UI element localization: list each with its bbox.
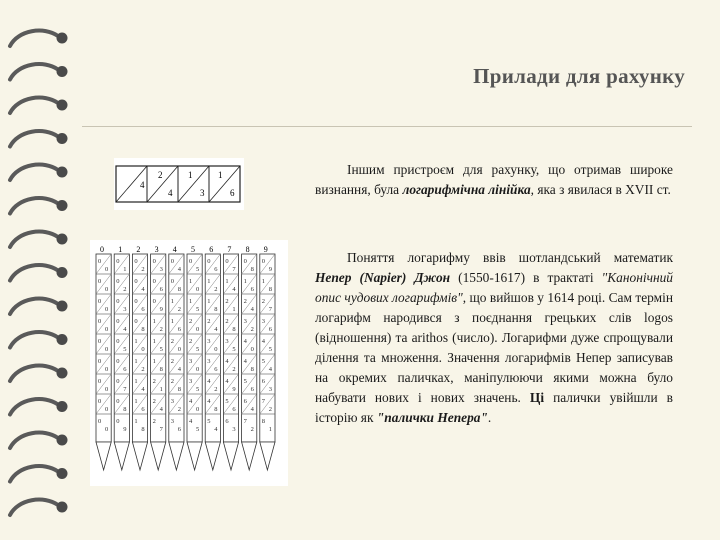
svg-text:0: 0: [116, 338, 120, 345]
binding-hole: [57, 200, 68, 211]
svg-text:2: 2: [152, 378, 156, 385]
svg-text:2: 2: [232, 366, 236, 373]
svg-text:2: 2: [225, 318, 229, 325]
svg-text:8: 8: [141, 426, 145, 433]
spiral-ring: [10, 399, 58, 414]
svg-text:8: 8: [214, 306, 218, 313]
svg-text:2: 2: [152, 398, 156, 405]
rod-digit: 1: [218, 170, 223, 180]
svg-text:0: 0: [105, 426, 109, 433]
svg-text:0: 0: [134, 298, 138, 305]
svg-text:1: 1: [243, 278, 247, 285]
svg-text:0: 0: [98, 418, 102, 425]
person-napier: Непер (Napier) Джон: [315, 270, 451, 285]
spiral-rings: [10, 31, 68, 515]
svg-text:5: 5: [243, 378, 247, 385]
svg-text:2: 2: [152, 418, 156, 425]
svg-text:0: 0: [105, 306, 109, 313]
svg-text:0: 0: [116, 258, 120, 265]
svg-text:4: 4: [214, 326, 218, 333]
svg-text:7: 7: [123, 386, 127, 393]
svg-text:0: 0: [116, 358, 120, 365]
svg-text:1: 1: [134, 418, 138, 425]
rod-digit: 4: [168, 188, 173, 198]
svg-text:1: 1: [134, 398, 138, 405]
svg-text:2: 2: [141, 366, 145, 373]
spiral-binding: [0, 0, 80, 540]
spiral-ring: [10, 433, 58, 448]
svg-text:1: 1: [170, 298, 175, 305]
spiral-ring: [10, 131, 58, 146]
svg-text:8: 8: [232, 326, 236, 333]
rod-tip: [114, 442, 129, 470]
svg-text:3: 3: [261, 318, 266, 325]
spiral-ring: [10, 299, 58, 314]
svg-text:0: 0: [170, 258, 175, 265]
svg-text:0: 0: [105, 326, 109, 333]
svg-text:9: 9: [268, 266, 273, 273]
napier-bones-illustration: [90, 240, 288, 486]
paragraph-slide-rule: Іншим пристроєм для рахунку, що отримав широке визнання, була логарифмічна лінійка, яка з явилася в XVII ст.: [315, 162, 673, 197]
binding-hole: [57, 435, 68, 446]
svg-text:0: 0: [177, 346, 182, 353]
rod-header-digit: 6: [209, 245, 214, 254]
page-title: Прилади для рахунку: [473, 64, 685, 88]
svg-text:0: 0: [134, 318, 138, 325]
svg-text:2: 2: [250, 426, 254, 433]
svg-text:2: 2: [268, 406, 273, 413]
svg-text:1: 1: [189, 298, 193, 305]
rod-digit: 3: [200, 188, 205, 198]
svg-text:4: 4: [189, 418, 193, 425]
svg-text:7: 7: [261, 398, 266, 405]
svg-text:6: 6: [225, 418, 229, 425]
svg-text:8: 8: [141, 326, 145, 333]
svg-text:2: 2: [170, 378, 175, 385]
spiral-ring: [10, 64, 58, 79]
svg-text:8: 8: [214, 406, 218, 413]
svg-text:0: 0: [214, 346, 218, 353]
svg-text:0: 0: [98, 318, 102, 325]
svg-text:4: 4: [232, 286, 236, 293]
svg-text:8: 8: [268, 286, 273, 293]
svg-text:0: 0: [196, 326, 200, 333]
svg-text:5: 5: [123, 346, 127, 353]
binding-hole: [57, 66, 68, 77]
svg-text:3: 3: [243, 318, 247, 325]
svg-text:4: 4: [214, 426, 218, 433]
svg-text:2: 2: [141, 266, 145, 273]
spiral-ring: [10, 165, 58, 180]
svg-text:0: 0: [105, 386, 109, 393]
title-divider: [82, 126, 692, 127]
svg-text:0: 0: [250, 346, 254, 353]
svg-text:8: 8: [250, 266, 254, 273]
svg-text:4: 4: [243, 338, 247, 345]
svg-text:5: 5: [196, 346, 200, 353]
svg-text:1: 1: [261, 278, 266, 285]
rod-header-digit: 2: [136, 245, 141, 254]
svg-text:0: 0: [261, 258, 266, 265]
svg-text:0: 0: [207, 258, 211, 265]
svg-text:6: 6: [123, 366, 127, 373]
rod-digit: 4: [140, 180, 145, 190]
svg-text:1: 1: [232, 306, 236, 313]
svg-text:1: 1: [207, 278, 211, 285]
svg-text:5: 5: [261, 358, 266, 365]
svg-text:4: 4: [250, 306, 254, 313]
spiral-ring: [10, 265, 58, 280]
svg-text:6: 6: [214, 366, 218, 373]
svg-text:4: 4: [207, 398, 211, 405]
svg-text:6: 6: [141, 406, 145, 413]
svg-text:4: 4: [243, 358, 247, 365]
svg-text:2: 2: [214, 386, 218, 393]
svg-text:1: 1: [189, 278, 193, 285]
svg-text:2: 2: [159, 326, 163, 333]
svg-text:0: 0: [152, 278, 156, 285]
svg-text:3: 3: [170, 418, 175, 425]
binding-hole: [57, 33, 68, 44]
svg-text:5: 5: [196, 266, 200, 273]
svg-text:6: 6: [261, 378, 266, 385]
svg-text:0: 0: [243, 258, 247, 265]
spiral-ring: [10, 98, 58, 113]
svg-text:1: 1: [152, 338, 156, 345]
svg-text:0: 0: [196, 286, 200, 293]
svg-text:0: 0: [134, 278, 138, 285]
rod-tip: [187, 442, 202, 470]
svg-text:4: 4: [141, 386, 145, 393]
svg-text:1: 1: [134, 378, 138, 385]
svg-text:0: 0: [152, 258, 156, 265]
svg-text:0: 0: [105, 266, 109, 273]
svg-text:1: 1: [152, 318, 156, 325]
svg-text:1: 1: [123, 266, 127, 273]
svg-text:8: 8: [177, 386, 182, 393]
svg-text:8: 8: [123, 406, 127, 413]
svg-text:2: 2: [261, 298, 266, 305]
svg-text:0: 0: [105, 366, 109, 373]
svg-text:0: 0: [98, 398, 102, 405]
svg-text:8: 8: [261, 418, 266, 425]
paragraph-napier: Поняття логарифму ввів шотландський математик Непер (Napier) Джон (1550-1617) в трактаті "Канонічний опис чудових логарифмів", що вийшов у 1614 році. Сам термін логарифм народився з поєднання грецьких слів logos (відношення) та arithos (число). Логарифми дуже спрощували ділення та множення. Значення логарифмів Непер записував на окремих паличках, маніпулюючи якими можна було набувати нових і нових значень. Ці палички увійшли в історію як "палички Непера".: [315, 250, 674, 425]
svg-text:6: 6: [214, 266, 218, 273]
napier-bones-set: [96, 245, 275, 470]
rod-header-digit: 5: [191, 245, 195, 254]
rod-header-digit: 3: [154, 245, 159, 254]
svg-text:4: 4: [250, 406, 254, 413]
svg-text:0: 0: [196, 406, 200, 413]
svg-text:2: 2: [243, 298, 247, 305]
svg-text:3: 3: [189, 358, 193, 365]
binding-hole: [57, 502, 68, 513]
rod-header-digit: 8: [245, 245, 250, 254]
rod-header-digit: 4: [172, 245, 177, 254]
svg-text:2: 2: [170, 358, 175, 365]
rod-tip: [96, 442, 111, 470]
binding-hole: [57, 401, 68, 412]
svg-text:0: 0: [116, 378, 120, 385]
svg-text:0: 0: [105, 346, 109, 353]
svg-text:1: 1: [152, 358, 156, 365]
binding-hole: [57, 368, 68, 379]
svg-text:0: 0: [98, 378, 102, 385]
svg-text:0: 0: [196, 366, 200, 373]
svg-text:6: 6: [232, 406, 236, 413]
svg-text:3: 3: [225, 338, 229, 345]
svg-text:6: 6: [141, 306, 145, 313]
spiral-ring: [10, 500, 58, 515]
rod-header-digit: 0: [100, 245, 104, 254]
svg-text:1: 1: [134, 338, 138, 345]
svg-text:1: 1: [170, 318, 175, 325]
svg-text:2: 2: [207, 318, 211, 325]
svg-text:0: 0: [98, 298, 102, 305]
binding-hole: [57, 301, 68, 312]
svg-text:9: 9: [232, 386, 236, 393]
spiral-ring: [10, 366, 58, 381]
svg-text:5: 5: [196, 306, 200, 313]
svg-text:3: 3: [159, 266, 163, 273]
term-log-slide-rule: логарифмічна лінійка: [402, 182, 531, 197]
svg-text:5: 5: [207, 418, 211, 425]
rod-header-digit: 7: [227, 245, 232, 254]
rod-header-digit: 1: [118, 245, 123, 254]
binding-hole: [57, 167, 68, 178]
svg-text:4: 4: [123, 326, 127, 333]
svg-text:2: 2: [214, 286, 218, 293]
svg-text:6: 6: [177, 426, 182, 433]
svg-text:2: 2: [250, 326, 254, 333]
svg-text:5: 5: [159, 346, 163, 353]
spiral-ring: [10, 198, 58, 213]
svg-text:2: 2: [170, 338, 175, 345]
svg-text:3: 3: [123, 306, 127, 313]
svg-text:4: 4: [225, 378, 229, 385]
svg-text:4: 4: [141, 286, 145, 293]
svg-text:9: 9: [159, 306, 163, 313]
spiral-ring: [10, 466, 58, 481]
svg-text:1: 1: [207, 298, 211, 305]
rod-tip: [260, 442, 275, 470]
svg-text:0: 0: [116, 318, 120, 325]
svg-text:2: 2: [189, 318, 193, 325]
binding-hole: [57, 334, 68, 345]
binding-hole: [57, 100, 68, 111]
svg-text:4: 4: [207, 378, 211, 385]
rod-digit: 2: [158, 170, 163, 180]
svg-text:2: 2: [177, 406, 182, 413]
svg-text:9: 9: [123, 426, 127, 433]
svg-text:1: 1: [268, 426, 273, 433]
svg-text:3: 3: [189, 378, 193, 385]
svg-text:3: 3: [232, 426, 236, 433]
svg-text:4: 4: [177, 266, 182, 273]
svg-text:4: 4: [225, 358, 229, 365]
svg-text:2: 2: [189, 338, 193, 345]
svg-text:7: 7: [159, 426, 163, 433]
binding-hole: [57, 267, 68, 278]
spiral-ring: [10, 332, 58, 347]
rod-tip: [132, 442, 147, 470]
rod-tip: [205, 442, 220, 470]
svg-text:3: 3: [207, 358, 211, 365]
svg-text:0: 0: [116, 298, 120, 305]
svg-text:6: 6: [268, 326, 273, 333]
svg-text:6: 6: [159, 286, 163, 293]
svg-text:5: 5: [196, 426, 200, 433]
rod-digit: 1: [188, 170, 193, 180]
svg-text:1: 1: [159, 386, 163, 393]
spiral-ring: [10, 232, 58, 247]
spiral-ring: [10, 31, 58, 46]
napier-rods-term: "палички Непера": [376, 410, 488, 425]
svg-text:0: 0: [105, 286, 109, 293]
svg-text:3: 3: [268, 386, 273, 393]
svg-text:0: 0: [98, 338, 102, 345]
svg-text:2: 2: [123, 286, 127, 293]
svg-text:2: 2: [177, 306, 182, 313]
svg-text:0: 0: [170, 278, 175, 285]
svg-text:5: 5: [232, 346, 236, 353]
svg-text:8: 8: [159, 366, 163, 373]
rod-tip: [169, 442, 184, 470]
svg-text:6: 6: [243, 398, 247, 405]
svg-text:0: 0: [116, 418, 120, 425]
svg-text:0: 0: [116, 398, 120, 405]
svg-text:4: 4: [189, 398, 193, 405]
rod-tip: [223, 442, 238, 470]
svg-text:1: 1: [225, 278, 229, 285]
binding-hole: [57, 468, 68, 479]
svg-text:0: 0: [105, 406, 109, 413]
svg-text:0: 0: [152, 298, 156, 305]
svg-text:0: 0: [116, 278, 120, 285]
svg-text:5: 5: [196, 386, 200, 393]
svg-text:0: 0: [189, 258, 193, 265]
svg-text:0: 0: [98, 278, 102, 285]
svg-text:5: 5: [225, 398, 229, 405]
svg-text:6: 6: [250, 286, 254, 293]
rod-tip: [151, 442, 166, 470]
svg-text:4: 4: [261, 338, 266, 345]
svg-text:5: 5: [268, 346, 273, 353]
svg-text:8: 8: [177, 286, 182, 293]
svg-text:0: 0: [134, 258, 138, 265]
svg-text:7: 7: [268, 306, 273, 313]
svg-text:3: 3: [207, 338, 211, 345]
svg-text:8: 8: [250, 366, 254, 373]
rod-digit: 6: [230, 188, 235, 198]
svg-text:0: 0: [225, 258, 229, 265]
svg-text:1: 1: [134, 358, 138, 365]
svg-text:6: 6: [177, 326, 182, 333]
treatise-title: "Канонічний опис чудових логарифмів": [315, 270, 674, 305]
binding-hole: [57, 234, 68, 245]
svg-text:4: 4: [268, 366, 273, 373]
svg-text:2: 2: [225, 298, 229, 305]
svg-text:0: 0: [98, 358, 102, 365]
napier-rod-diagram: [114, 158, 244, 210]
svg-text:0: 0: [141, 346, 145, 353]
rod-tip: [242, 442, 257, 470]
svg-text:6: 6: [250, 386, 254, 393]
rod-header-digit: 9: [263, 245, 268, 254]
svg-text:3: 3: [170, 398, 175, 405]
svg-text:4: 4: [177, 366, 182, 373]
binding-hole: [57, 133, 68, 144]
svg-text:4: 4: [159, 406, 163, 413]
svg-text:0: 0: [98, 258, 102, 265]
svg-text:7: 7: [243, 418, 247, 425]
svg-text:7: 7: [232, 266, 236, 273]
